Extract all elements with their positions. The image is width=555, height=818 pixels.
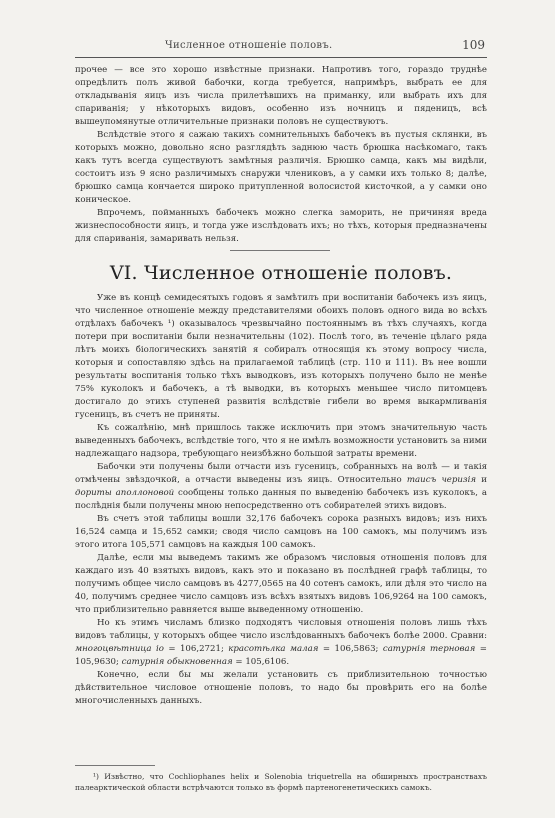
paragraph: Въ счетъ этой таблицы вошли 32,176 бабочекъ сорока разныхъ видовъ; изъ нихъ 16,524 самца и 15,652 самки; сводя число самцовъ на 100 самокъ, мы получимъ изъ этого итога 105,571 самцовъ на каждыя 100 самокъ.	[75, 514, 487, 550]
running-title: Численное отношеніе половъ.	[165, 40, 333, 51]
paragraph: Уже въ концѣ семидесятыхъ годовъ я замѣтилъ при воспитаніи бабочекъ изъ яицъ, что численное отношеніе между представителями обоихъ половъ одного вида во всѣхъ отдѣлахъ бабочекъ ¹) оказывалось чрезвычайно постояннымъ въ тѣхъ случаяхъ, когда потери при воспитаніи были незначительны (102). Послѣ того, въ теченіе цѣлаго ряда лѣтъ моихъ біологическихъ занятій я собиралъ относящія къ этому вопросу числа, которыя и сопоставляю здѣсь на прилагаемой таблицѣ (стр. 110 и 111). Въ нее вошли результаты воспитанія только тѣхъ выводковъ, изъ которыхъ получено было не менѣе 75% куколокъ и бабочекъ, а тѣ выводки, въ которыхъ меньшее число питомцевъ достигало до этихъ ступеней развитія вслѣдствіе гибели во время выкармливанія гусеницъ, въ счетъ не приняты.	[75, 293, 487, 420]
section-separator	[230, 250, 330, 251]
paragraph: Къ сожалѣнію, мнѣ пришлось также исключить при этомъ значительную часть выведенныхъ бабочекъ, вслѣдствіе того, что я не имѣлъ возможности установить за ними надлежащаго надзора, требующаго неизбѣжно большой затраты времени.	[75, 423, 487, 459]
text-run: = 105,9630;	[75, 644, 488, 667]
text-run: сообщены только данныя по выведенію бабочекъ изъ куколокъ, а послѣднія были получены мною непосредственно отъ собирателей этихъ видовъ.	[75, 488, 488, 511]
paragraph: Впрочемъ, пойманныхъ бабочекъ можно слегка заморить, не причиняя вреда жизнеспособности яицъ, и тогда уже изслѣдовать ихъ; но тѣхъ, которыя предназначены для спариванія, замаривать нельзя.	[75, 208, 487, 244]
paragraph: прочее — все это хорошо извѣстные признаки. Напротивъ того, гораздо труднѣе опредѣлить полъ живой бабочки, когда требуется, напримѣръ, выбрать ее для откладыванія яицъ изъ числа прилетѣвшихъ на приманку, или выбрать ихъ для спариванія; у нѣкоторыхъ видовъ, особенно изъ ночницъ и пяденицъ, всѣ вышеупомянутые отличительные признаки половъ не существуютъ.	[75, 65, 487, 127]
paragraph	[75, 461, 487, 513]
paragraph	[75, 617, 487, 669]
text-run: Бабочки эти получены были отчасти изъ гусеницъ, собранныхъ на волѣ — и такія отмѣчены звѣздочкой, а отчасти выведены изъ яицъ. Относительно	[75, 462, 487, 485]
species-name: сатурнія терновая	[382, 644, 476, 654]
species-name: дориты аполлоновой	[75, 488, 175, 498]
section-heading: VI. Численное отношеніе половъ.	[109, 262, 453, 284]
paragraph: Далѣе, если мы выведемъ такимъ же образомъ числовыя отношенія половъ для каждаго изъ 40 взятыхъ видовъ, какъ это и показано въ послѣдней графѣ таблицы, то получимъ общее число самцовъ въ 4277,0565 на 40 сотенъ самокъ, или дѣля это число на 40, получимъ среднее число самцовъ изъ всѣхъ взятыхъ видовъ 106,9264 на 100 самокъ, что приблизительно равняется выше выведенному отношенію.	[75, 553, 487, 615]
top-text-block	[75, 64, 487, 246]
text-run: = 106,2721;	[163, 644, 229, 654]
footnote	[75, 771, 487, 793]
page-number: 109	[462, 38, 485, 52]
paragraph: Вслѣдствіе этого я сажаю такихъ сомнительныхъ бабочекъ въ пустыя склянки, въ которыхъ можно, довольно ясно разглядѣть заднюю часть брюшка насѣкомаго, такъ какъ тутъ всегда существуютъ замѣтныя различія. Брюшко самца, какъ мы видѣли, состоитъ изъ 9 ясно различимыхъ снаружи члениковъ, а у самки ихъ только 8; далѣе, брюшко самца кончается широко притупленной волосистой кисточкой, а у самки оно коническое.	[75, 130, 487, 205]
species-name: красотѣлка малая	[228, 644, 319, 654]
section-text-block	[75, 292, 487, 708]
species-name: сатурнія обыкновенная	[121, 657, 233, 667]
footnote-rule	[75, 765, 155, 766]
header-rule	[75, 57, 487, 58]
footnote-text: ¹) Извѣстно, что Cochliophanes helix и Solenobia triquetrella на обширныхъ пространствахъ палеарктической области встрѣчаются только въ формѣ партеногенетическихъ самокъ.	[75, 772, 487, 792]
species-name: таисъ черизія	[406, 475, 477, 485]
text-run: Но къ этимъ числамъ близко подходятъ числовыя отношенія половъ лишь тѣхъ видовъ таблицы, у которыхъ общее число изслѣдованныхъ бабочекъ болѣе 2000. Сравни:	[75, 618, 487, 641]
text-run: = 106,5863;	[318, 644, 383, 654]
text-run: = 105,6106.	[232, 657, 290, 667]
species-name: многоцвѣтница іо	[75, 644, 164, 654]
text-run: и	[476, 475, 487, 485]
paragraph: Конечно, если бы мы желали установить съ приблизительною точностью дѣйствительное числовое отношеніе половъ, то надо бы провѣрить его на болѣе многочисленныхъ данныхъ.	[75, 670, 487, 706]
running-header	[75, 38, 485, 54]
